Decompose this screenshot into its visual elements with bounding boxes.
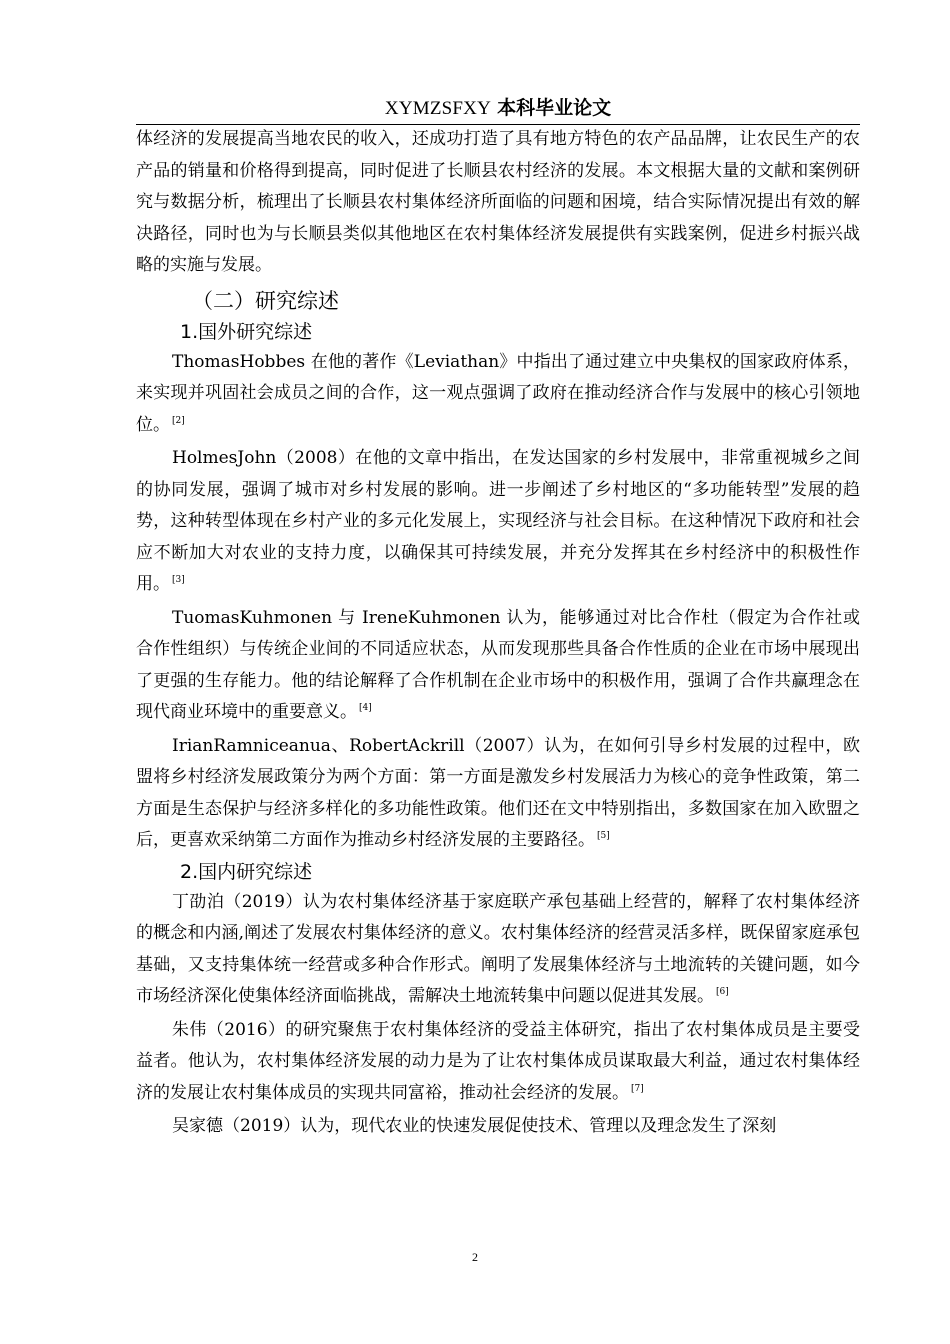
paragraph-holmes: HolmesJohn（2008）在他的文章中指出，在发达国家的乡村发展中，非常重视城乡之间的协同发展，强调了城市对乡村发展的影响。进一步阐述了乡村地区的“多功能转型”发展的趋势，这种转型体现在乡村产业的多元化发展上，实现经济与社会目标。在这种情况下政府和社会应不断加大对农业的支持力度，以确保其可持续发展，并充分发挥其在乡村经济中的积极性作用。 [3] — [136, 448, 860, 594]
intro-paragraph: 体经济的发展提高当地农民的收入，还成功打造了具有地方特色的农产品品牌，让农民生产的农产品的销量和价格得到提高，同时促进了长顺县农村经济的发展。本文根据大量的文献和案例研究与数据分析，梳理出了长顺县农村集体经济所面临的问题和困境，结合实际情况提出有效的解决路径，同时也为与长顺县类似其他地区在农村集体经济发展提供有实践案例，促进乡村振兴战略的实施与发展。 — [136, 129, 860, 275]
paragraph-kuhmonen: TuomasKuhmonen 与 IreneKuhmonen 认为，能够通过对比合作杜（假定为合作社或合作性组织）与传统企业间的不同适应状态，从而发现那些具备合作性质的企业在市场中展现出了更强的生存能力。他的结论解释了合作机制在企业市场中的积极作用，强调了合作共赢理念在现代商业环境中的重要意义。 [4] — [136, 607, 860, 722]
header-title: 本科毕业论文 — [497, 97, 612, 119]
citation-ref: [3] — [172, 575, 185, 585]
citation-ref: [5] — [597, 831, 610, 841]
paragraph-ramniceanu: IrianRamniceanua、RobertAckrill（2007）认为，在如何引导乡村发展的过程中，欧盟将乡村经济发展政策分为两个方面：第一方面是激发乡村发展活力为核心的竞争性政策，第二方面是生态保护与经济多样化的多功能性政策。他们还在文中特别指出，多数国家在加入欧盟之后，更喜欢采纳第二方面作为推动乡村经济发展的主要路径。 [5] — [136, 735, 860, 850]
paragraph-wu: 吴家德（2019）认为，现代农业的快速发展促使技术、管理以及理念发生了深刻 — [172, 1116, 777, 1136]
paragraph-hobbes: ThomasHobbes 在他的著作《Leviathan》中指出了通过建立中央集权的国家政府体系，来实现并巩固社会成员之间的合作，这一观点强调了政府在推动经济合作与发展中的核心引领地位。 [2] — [136, 351, 860, 435]
citation-ref: [2] — [172, 415, 185, 426]
header-latin: XYMZSFXY — [384, 98, 492, 119]
section-heading: （二）研究综述 — [192, 288, 339, 313]
page-header — [136, 94, 860, 125]
citation-ref: [6] — [716, 987, 729, 997]
citation-ref: [4] — [359, 703, 372, 713]
foreign-review-heading: 1.国外研究综述 — [180, 320, 313, 343]
page-number: 2 — [472, 1250, 478, 1264]
domestic-review-heading: 2.国内研究综述 — [180, 860, 313, 883]
document-body — [136, 124, 860, 1143]
citation-ref: [7] — [631, 1083, 644, 1094]
paragraph-ding: 丁劭泊（2019）认为农村集体经济基于家庭联产承包基础上经营的，解释了农村集体经济的概念和内涵,阐述了发展农村集体经济的意义。农村集体经济的经营灵活多样，既保留家庭承包基础，又支持集体统一经营或多种合作形式。阐明了发展集体经济与土地流转的关键问题，如今市场经济深化使集体经济面临挑战，需解决土地流转集中问题以促进其发展。 [6] — [136, 891, 860, 1006]
paragraph-zhu: 朱伟（2016）的研究聚焦于农村集体经济的受益主体研究，指出了农村集体成员是主要受益者。他认为，农村集体经济发展的动力是为了让农村集体成员谋取最大利益，通过农村集体经济的发展让农村集体成员的实现共同富裕，推动社会经济的发展。 [7] — [136, 1019, 860, 1103]
